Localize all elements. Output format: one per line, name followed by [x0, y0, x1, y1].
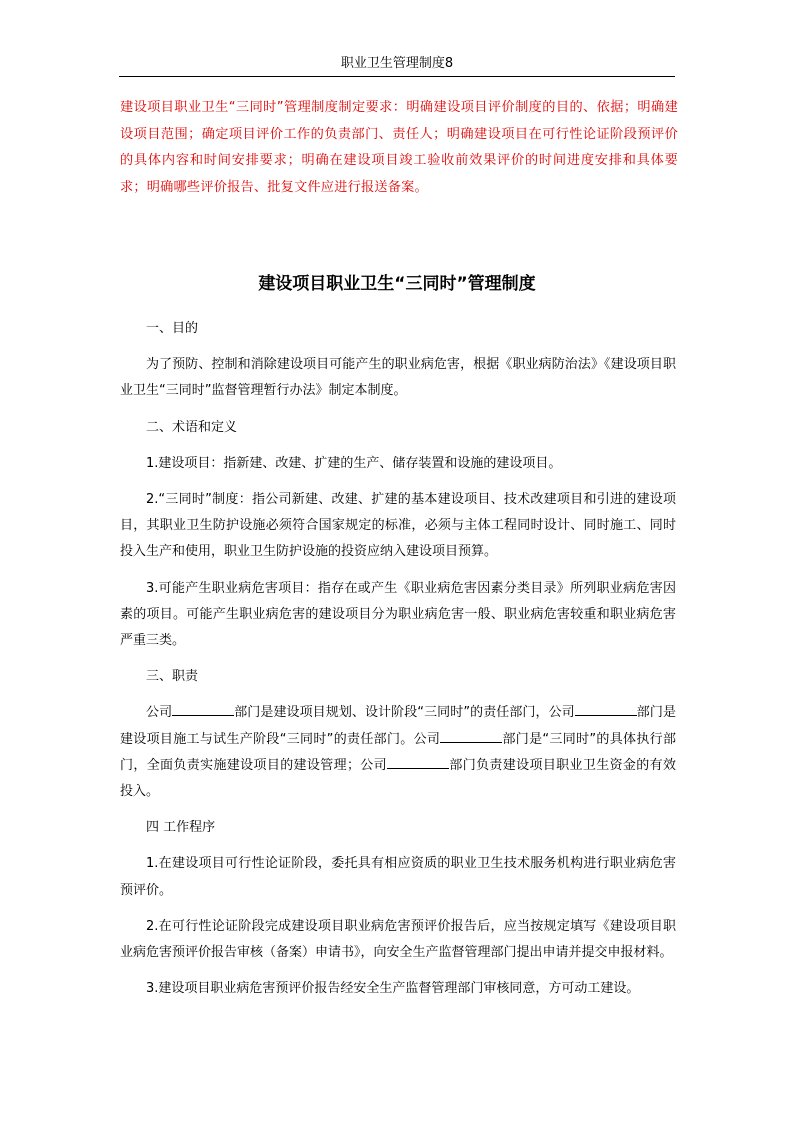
text-fragment: 部门负责建设项目职业卫生资金的有效投入。: [120, 757, 676, 800]
requirement-note: 建设项目职业卫生“三同时”管理制度制定要求：明确建设项目评价制度的目的、依据；明确建设项目范围；确定项目评价工作的负责部门、责任人；明确建设项目在可行性论证阶段预评价的具体内容和时间安排要求；明确在建设项目竣工验收前效果评价的时间进度安排和具体要求；明确哪些评价报告、批复文件应进行报送备案。: [120, 100, 678, 195]
text-fragment: 公司: [146, 705, 173, 721]
fill-blank: [575, 701, 637, 716]
section-heading: 一、目的: [146, 321, 199, 336]
paragraph: 3.可能产生职业病危害项目：指存在或产生《职业病危害因素分类目录》所列职业病危害因素的项目。可能产生职业病危害的建设项目分为职业病危害一般、职业病危害较重和职业病危害严重三类。: [120, 580, 676, 649]
page-header: [119, 52, 675, 77]
paragraph: 3.建设项目职业病危害预评价报告经安全生产监督管理部门审核同意，方可动工建设。: [146, 981, 640, 997]
fill-blank: [172, 701, 234, 716]
header-text: 职业卫生管理制度8: [340, 56, 454, 71]
paragraph: 2.“三同时”制度：指公司新建、改建、扩建的基本建设项目、技术改建项目和引进的建设项目，其职业卫生防护设施必须符合国家规定的标准，必须与主体工程同时设计、同时施工、同时投入生产和使用，职业卫生防护设施的投资应纳入建设项目预算。: [120, 492, 676, 560]
responsibility-paragraph: [120, 700, 676, 805]
paragraph: 1.建设项目：指新建、改建、扩建的生产、储存装置和设施的建设项目。: [146, 455, 562, 471]
paragraph: 2.在可行性论证阶段完成建设项目职业病危害预评价报告后，应当按规定填写《建设项目职业病危害预评价报告审核（备案）申请书》，向安全生产监督管理部门提出申请并提交申报材料。: [120, 918, 676, 961]
paragraph: 1.在建设项目可行性论证阶段，委托具有相应资质的职业卫生技术服务机构进行职业病危害预评价。: [120, 856, 676, 898]
text-fragment: 部门是建设项目施工与试生产阶段“三同时”的责任部门。公司: [120, 705, 676, 747]
section-heading: 四 工作程序: [146, 820, 216, 836]
document-body: [120, 316, 676, 1012]
paragraph: 为了预防、控制和消除建设项目可能产生的职业病危害，根据《职业病防治法》《建设项目职业卫生“三同时”监督管理暂行办法》制定本制度。: [120, 357, 676, 399]
fill-blank: [387, 754, 449, 769]
text-fragment: 部门是“三同时”的具体执行部门，全面负责实施建设项目的建设管理；公司: [120, 731, 676, 773]
section-heading: 二、术语和定义: [146, 419, 238, 435]
fill-blank: [440, 728, 502, 743]
text-fragment: 部门是建设项目规划、设计阶段“三同时”的责任部门，公司: [234, 705, 575, 721]
section-heading: 三、职责: [146, 669, 199, 685]
document-title: 建设项目职业卫生“三同时”管理制度: [258, 274, 536, 294]
